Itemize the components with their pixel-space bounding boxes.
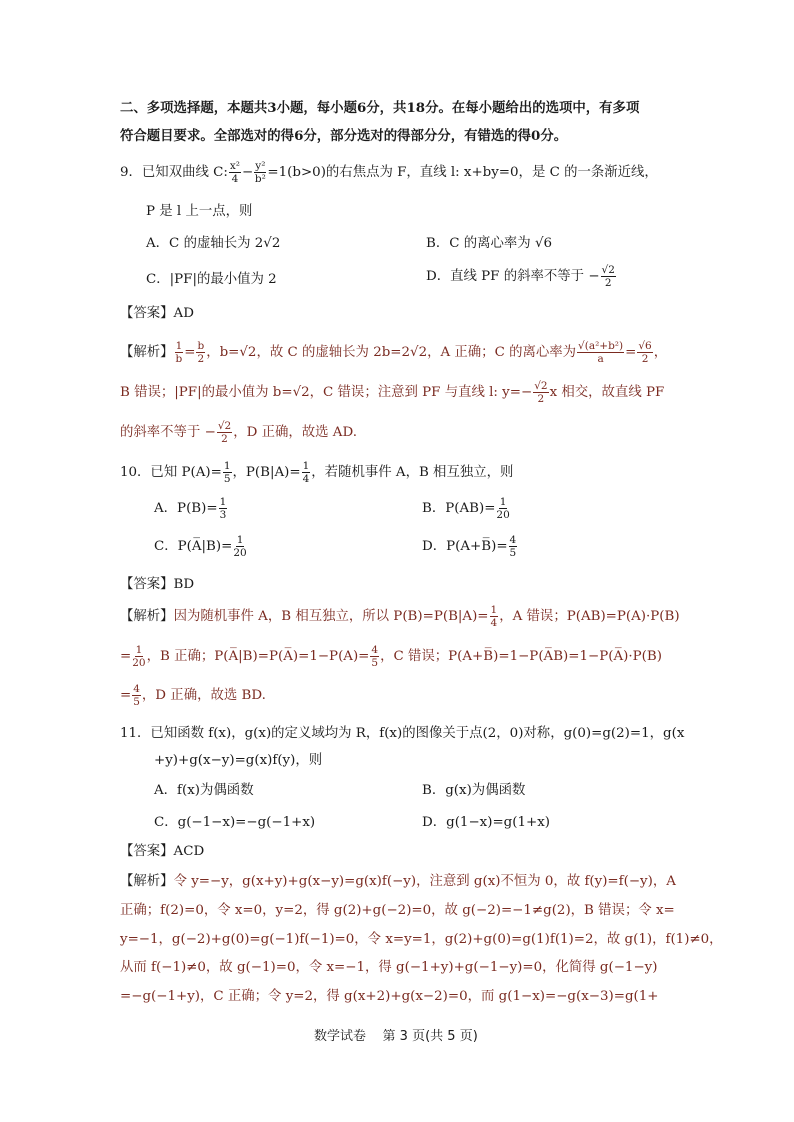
frac-den: 2: [604, 277, 612, 290]
frac-den: b²: [254, 173, 266, 186]
frac-den: a: [597, 353, 604, 366]
option-fraction: [496, 496, 509, 521]
section-header-line1: 二、多项选择题，本题共3小题，每小题6分，共18分。在每小题给出的选项中，有多项: [120, 100, 640, 116]
q11-option-b: B．g(x)为偶函数: [422, 783, 526, 798]
frac-den: 5: [223, 473, 231, 486]
frac-num: b: [197, 340, 205, 352]
stem-fraction: [223, 460, 232, 485]
q10-answer: 【答案】BD: [120, 577, 195, 592]
stem-fraction: [302, 460, 311, 485]
q9-stem-line1: [120, 160, 658, 185]
q9-option-d: [426, 264, 617, 289]
q10-option-c: [154, 534, 248, 559]
footer-subject: 数学试卷: [314, 1029, 367, 1044]
frac-num: 4: [509, 534, 517, 546]
analysis-text: x 相交，故直线 PF: [549, 385, 665, 401]
q11-option-c: C．g(−1−x)=−g(−1+x): [154, 815, 316, 830]
q9-stem-text: 9．已知双曲线 C:: [120, 165, 228, 181]
q9-answer: 【答案】AD: [120, 306, 194, 321]
option-text: D．P(A+B̅)=: [422, 539, 508, 555]
analysis-fraction: [217, 420, 232, 445]
option-text: B．P(AB)=: [422, 501, 496, 517]
analysis-fraction: [577, 340, 624, 365]
q11-option-d: D．g(1−x)=g(1+x): [422, 815, 550, 830]
analysis-text: ，D 正确，故选 AD.: [233, 425, 357, 441]
frac-num: 4: [133, 683, 140, 695]
frac-den: 2: [221, 433, 228, 446]
option-fraction: [601, 264, 616, 289]
analysis-text: 因为随机事件 A，B 相互独立，所以 P(B)=P(B|A)=: [173, 609, 489, 625]
q9-fraction-y: [254, 160, 266, 185]
frac-den: 5: [133, 696, 140, 709]
frac-num: 1: [175, 340, 183, 352]
frac-num: √2: [217, 420, 232, 432]
frac-den: 20: [496, 509, 510, 522]
frac-num: 1: [302, 460, 310, 472]
q11-stem-line2: +y)+g(x−y)=g(x)f(y)，则: [154, 753, 323, 768]
analysis-tag: 【解析】: [120, 609, 174, 625]
frac-den: 20: [132, 657, 146, 670]
q11-stem-line1: 11．已知函数 f(x)，g(x)的定义域均为 R，f(x)的图像关于点(2，0)对称，g(0)=g(2)=1，g(x: [120, 726, 685, 741]
analysis-fraction: [637, 340, 652, 365]
frac-num: 1: [223, 460, 231, 472]
q9-option-a: A．C 的虚轴长为 2√2: [146, 236, 281, 251]
q9-analysis-line3: [120, 420, 357, 445]
analysis-fraction: [533, 380, 548, 405]
analysis-text: 的斜率不等于 −: [120, 425, 216, 441]
q9-stem-line2: P 是 l 上一点，则: [146, 204, 253, 219]
frac-den: 4: [231, 173, 239, 186]
q11-analysis-line1: [120, 875, 676, 888]
frac-num: 1: [219, 496, 227, 508]
q10-analysis-line2: [120, 644, 662, 669]
q9-option-b: B．C 的离心率为 √6: [426, 236, 552, 251]
frac-num: 4: [371, 644, 379, 656]
frac-den: 2: [537, 393, 545, 406]
q9-analysis-line1: [120, 340, 667, 365]
frac-num: √6: [638, 340, 652, 352]
q10-option-a: [154, 496, 228, 521]
q11-answer: 【答案】ACD: [120, 844, 205, 859]
analysis-text: ，: [653, 345, 668, 361]
footer-page-number: 第 3 页(共 5 页): [382, 1029, 478, 1044]
option-fraction: [219, 496, 228, 521]
analysis-text: 令 y=−y，g(x+y)+g(x−y)=g(x)f(−y)，注意到 g(x)不恒为 0，故 f(y)=f(−y)，A: [173, 874, 676, 889]
analysis-text: ，C 错误；P(A+B̅)=1−P(A̅B)=1−P(A̅)·P(B): [380, 649, 662, 665]
analysis-fraction: [175, 340, 184, 365]
frac-num: 1: [490, 604, 498, 616]
frac-num: √(a²+b²): [578, 340, 624, 352]
frac-den: 20: [233, 547, 247, 560]
q10-analysis-line3: [120, 683, 266, 708]
q11-analysis-line5: =−g(−1+y)，C 正确；令 y=2，得 g(x+2)+g(x−2)=0，而 g(1−x)=−g(x−3)=g(1+: [120, 989, 659, 1004]
frac-den: 4: [490, 617, 498, 630]
section-header-line2: 符合题目要求。全部选对的得6分，部分选对的得部分分，有错选的得0分。: [120, 128, 568, 144]
option-text: C．P(A̅|B)=: [154, 539, 233, 555]
q10-option-b: [422, 496, 511, 521]
frac-num: 1: [236, 534, 244, 546]
analysis-tag: 【解析】: [120, 874, 174, 889]
frac-den: b: [175, 353, 183, 366]
q11-analysis-line2: 正确；f(2)=0，令 x=0，y=2，得 g(2)+g(−2)=0，故 g(−2)=−1≠g(2)，B 错误；令 x=: [120, 903, 675, 918]
frac-den: 5: [509, 547, 517, 560]
option-fraction: [233, 534, 246, 559]
analysis-text: ，A 错误；P(AB)=P(A)·P(B): [499, 609, 680, 625]
q10-stem: [120, 460, 513, 485]
q9-fraction-x: [229, 160, 241, 185]
q9-minus: −: [242, 165, 254, 181]
frac-den: 2: [641, 353, 649, 366]
equals: =: [184, 345, 196, 361]
q9-stem-text: =1(b>0)的右焦点为 F，直线 l: x+by=0，是 C 的一条渐近线，: [267, 165, 658, 181]
frac-num: √2: [601, 264, 615, 276]
option-fraction: [509, 534, 518, 559]
analysis-text: ，b=√2，故 C 的虚轴长为 2b=2√2，A 正确；C 的离心率为: [206, 345, 577, 361]
q11-analysis-line4: 从而 f(−1)≠0，故 g(−1)=0，令 x=−1，得 g(−1+y)+g(−1−y)=0，化简得 g(−1−y): [120, 960, 658, 975]
frac-num: x²: [229, 160, 241, 172]
q9-option-c: C．|PF|的最小值为 2: [146, 272, 277, 287]
frac-den: 5: [371, 657, 379, 670]
q10-option-d: [422, 534, 518, 559]
analysis-text: ，D 正确，故选 BD.: [141, 688, 266, 704]
analysis-text: B 错误；|PF|的最小值为 b=√2，C 错误；注意到 PF 与直线 l: y=−: [120, 385, 533, 401]
analysis-text: ，B 正确；P(A̅|B)=P(A̅)=1−P(A)=: [146, 649, 370, 665]
q11-analysis-line3: y=−1，g(−2)+g(0)=g(−1)f(−1)=0，令 x=y=1，g(2)+g(0)=g(1)f(1)=2，故 g(1)，f(1)≠0，: [120, 932, 723, 947]
frac-num: 1: [135, 644, 143, 656]
equals: =: [120, 688, 132, 704]
frac-den: 2: [197, 353, 205, 366]
analysis-fraction: [132, 644, 145, 669]
q10-analysis-line1: [120, 604, 680, 629]
equals: =: [625, 345, 637, 361]
stem-text: ，若随机事件 A，B 相互独立，则: [311, 465, 514, 481]
frac-num: √2: [534, 380, 548, 392]
stem-text: 10．已知 P(A)=: [120, 465, 222, 481]
page-footer: [314, 1030, 478, 1043]
analysis-fraction: [370, 644, 379, 669]
q11-option-a: A．f(x)为偶函数: [154, 783, 254, 798]
equals: =: [120, 649, 132, 665]
frac-den: 3: [219, 509, 227, 522]
analysis-tag: 【解析】: [120, 345, 174, 361]
q9-analysis-line2: [120, 380, 664, 405]
stem-text: ，P(B|A)=: [232, 465, 301, 481]
frac-den: 4: [302, 473, 310, 486]
option-text: A．P(B)=: [154, 501, 218, 517]
option-text: D．直线 PF 的斜率不等于 −: [426, 269, 600, 285]
analysis-fraction: [196, 340, 205, 365]
analysis-fraction: [132, 683, 141, 708]
analysis-fraction: [490, 604, 499, 629]
frac-num: 1: [499, 496, 507, 508]
frac-num: y²: [255, 160, 266, 172]
